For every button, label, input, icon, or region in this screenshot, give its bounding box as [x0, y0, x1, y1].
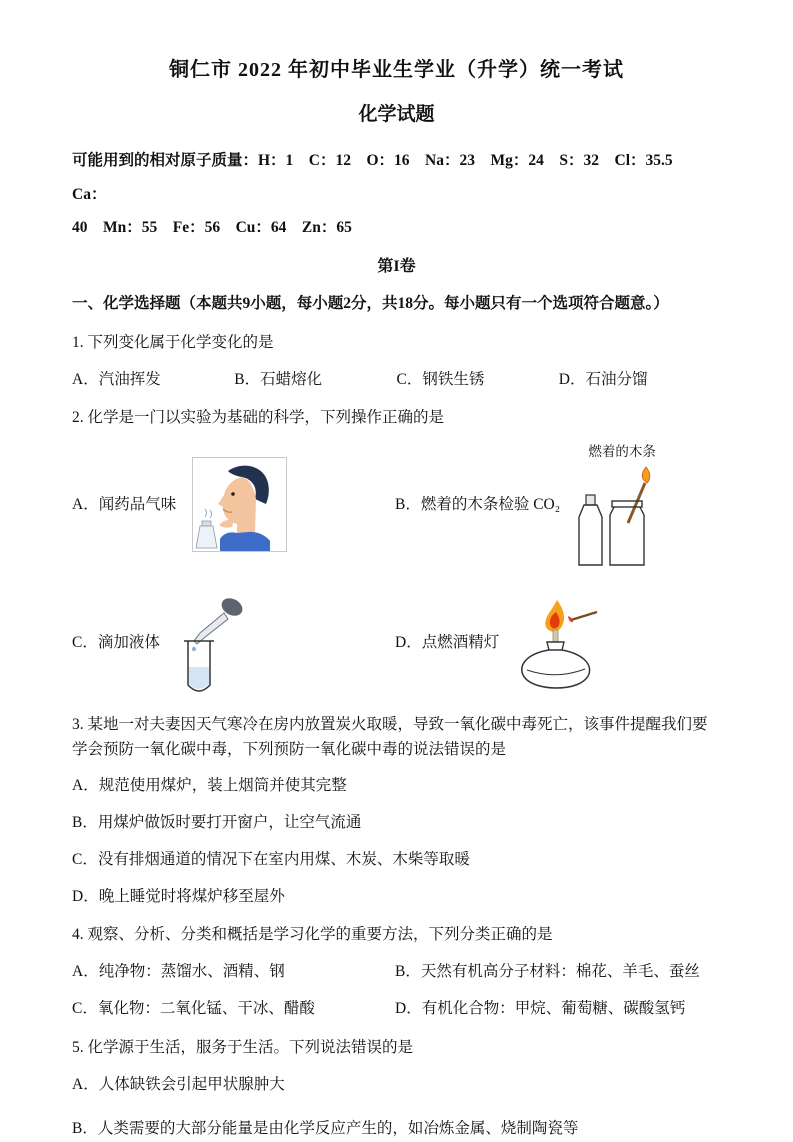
q3-option-c: C．没有排烟通道的情况下在室内用煤、木炭、木柴等取暖 [72, 850, 470, 868]
q4-options-row-2 [72, 997, 721, 1022]
dropping-liquid-image [176, 589, 254, 699]
q2-options-row-cd [72, 589, 721, 699]
smelling-chemical-image [192, 457, 287, 552]
section-heading: 一、化学选择题（本题共9小题，每小题2分，共18分。每小题只有一个选项符合题意。） [72, 294, 669, 312]
q2-stem: 2. 化学是一门以实验为基础的科学，下列操作正确的是 [72, 409, 445, 427]
q1-option-d: D．石油分馏 [558, 370, 648, 388]
exam-subtitle: 化学试题 [358, 104, 435, 125]
q4-options-row-1 [72, 960, 721, 985]
q3-stem: 3. 某地一对夫妻因天气寒冷在房内放置炭火取暖，导致一氧化碳中毒死亡，该事件提醒我们要学会预防一氧化碳中毒，下列预防一氧化碳中毒的说法错误的是 [72, 715, 708, 758]
co2-test-image [572, 465, 672, 569]
q2-option-a-label: A．闻药品气味 [72, 495, 177, 513]
q5-option-a: A．人体缺铁会引起甲状腺肿大 [72, 1075, 285, 1093]
q2-option-c-label: C．滴加液体 [72, 634, 160, 652]
q3-option-a: A．规范使用煤炉，装上烟筒并使其完整 [72, 777, 347, 795]
q2-option-d [395, 596, 721, 691]
q1-option-c: C．钢铁生锈 [396, 370, 485, 388]
q1-options [72, 368, 721, 393]
q2-option-b [395, 441, 721, 569]
volume-header: 第I卷 [377, 258, 416, 276]
q4-option-b: B．天然有机高分子材料：棉花、羊毛、蚕丝 [395, 963, 700, 981]
q2-option-b-label: B．燃着的木条检验 CO₂ [395, 495, 561, 513]
q1-option-a: A．汽油挥发 [72, 370, 161, 388]
exam-title: 铜仁市 2022 年初中毕业生学业（升学）统一考试 [169, 59, 624, 81]
q1-option-b: B．石蜡熔化 [234, 370, 323, 388]
burning-stick-caption: 燃着的木条 [588, 444, 656, 460]
q4-option-a: A．纯净物：蒸馏水、酒精、钢 [72, 963, 285, 981]
co2-test-figure [572, 441, 672, 569]
q2-option-a [72, 457, 395, 552]
q2-option-d-label: D．点燃酒精灯 [395, 634, 500, 652]
q2-options-row-ab [72, 441, 721, 569]
q3-option-b: B．用煤炉做饭时要打开窗户，让空气流通 [72, 814, 362, 832]
q4-option-c: C．氧化物：二氧化锰、干冰、醋酸 [72, 1000, 315, 1018]
alcohol-lamp-image [511, 596, 607, 691]
q5-stem: 5. 化学源于生活，服务于生活。下列说法错误的是 [72, 1038, 414, 1056]
q5-option-b: B．人类需要的大部分能量是由化学反应产生的，如冶炼金属、烧制陶瓷等 [72, 1120, 579, 1138]
q3-option-d: D．晚上睡觉时将煤炉移至屋外 [72, 887, 285, 905]
atomic-mass-line-2: 40 Mn：55 Fe：56 Cu：64 Zn：65 [72, 219, 352, 237]
q2-option-c [72, 589, 395, 699]
q4-option-d: D．有机化合物：甲烷、葡萄糖、碳酸氢钙 [395, 1000, 686, 1018]
atomic-mass-line-1: 可能用到的相对原子质量：H：1 C：12 O：16 Na：23 Mg：24 S：32 Cl：35.5 Ca： [72, 152, 689, 203]
q1-stem: 1. 下列变化属于化学变化的是 [72, 333, 274, 351]
atomic-mass-note [72, 144, 721, 244]
q4-stem: 4. 观察、分析、分类和概括是学习化学的重要方法，下列分类正确的是 [72, 926, 553, 944]
